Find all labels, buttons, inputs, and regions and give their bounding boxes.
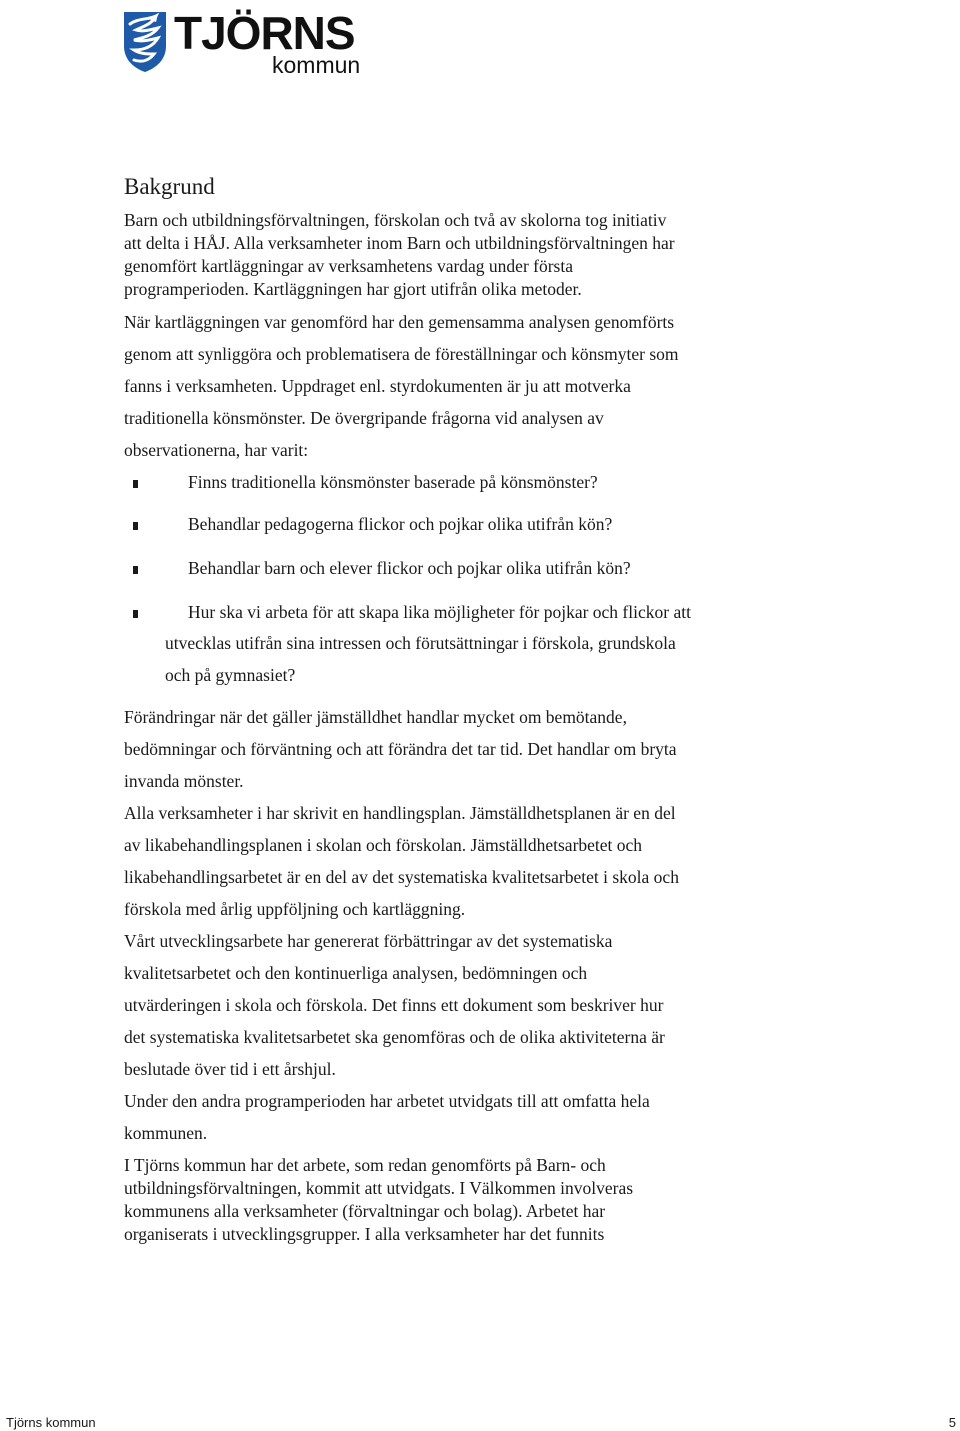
footer-org: Tjörns kommun	[6, 1415, 96, 1430]
bullet-icon	[133, 610, 138, 618]
bullet-item-continuation: utvecklas utifrån sina intressen och förutsättningar i förskola, grundskola	[165, 633, 676, 653]
paragraph-line: av likabehandlingsplanen i skolan och förskolan. Jämställdhetsarbetet och	[124, 835, 643, 855]
paragraph-line: När kartläggningen var genomförd har den gemensamma analysen genomförts	[124, 312, 675, 332]
paragraph-line: kvalitetsarbetet och den kontinuerliga analysen, bedömningen och	[124, 963, 588, 983]
paragraph-line: utbildningsförvaltningen, kommit att utvidgats. I Välkommen involveras	[124, 1178, 634, 1198]
paragraph-line: genomfört kartläggningar av verksamhetens vardag under första	[124, 256, 574, 276]
paragraph-line: kommunens alla verksamheter (förvaltningar och bolag). Arbetet har	[124, 1201, 606, 1221]
paragraph-line: likabehandlingsarbetet är en del av det systematiska kvalitetsarbetet i skola och	[124, 867, 679, 887]
paragraph-line: traditionella könsmönster. De övergripande frågorna vid analysen av	[124, 408, 604, 428]
bullet-item: Hur ska vi arbeta för att skapa lika möjligheter för pojkar och flickor att	[188, 602, 691, 622]
bullet-item: Behandlar pedagogerna flickor och pojkar olika utifrån kön?	[188, 514, 613, 534]
bullet-icon	[133, 522, 138, 530]
paragraph-line: Vårt utvecklingsarbete har genererat förbättringar av det systematiska	[124, 931, 613, 951]
paragraph-line: fanns i verksamheten. Uppdraget enl. styrdokumenten är ju att motverka	[124, 376, 631, 396]
paragraph-line: förskola med årlig uppföljning och kartläggning.	[124, 899, 466, 919]
bullet-item: Behandlar barn och elever flickor och pojkar olika utifrån kön?	[188, 558, 631, 578]
paragraph-line: att delta i HÅJ. Alla verksamheter inom Barn och utbildningsförvaltningen har	[124, 233, 675, 253]
bullet-item-continuation: och på gymnasiet?	[165, 665, 296, 685]
logo-wordmark: TJÖRNS	[174, 7, 355, 59]
page-number: 5	[948, 1415, 956, 1430]
section-heading: Bakgrund	[124, 174, 215, 199]
tjorns-kommun-logo	[122, 7, 372, 80]
paragraph-line: bedömningar och förväntning och att förändra det tar tid. Det handlar om bryta	[124, 739, 677, 759]
bullet-icon	[133, 480, 138, 488]
paragraph-line: beslutade över tid i ett årshjul.	[124, 1059, 336, 1079]
municipality-crest-icon	[122, 10, 168, 74]
paragraph-line: programperioden. Kartläggningen har gjort utifrån olika metoder.	[124, 279, 582, 299]
paragraph-line: Alla verksamheter i har skrivit en handlingsplan. Jämställdhetsplanen är en del	[124, 803, 676, 823]
paragraph-line: Förändringar när det gäller jämställdhet handlar mycket om bemötande,	[124, 707, 627, 727]
paragraph-line: kommunen.	[124, 1123, 208, 1143]
paragraph-line: utvärderingen i skola och förskola. Det finns ett dokument som beskriver hur	[124, 995, 664, 1015]
paragraph-line: observationerna, har varit:	[124, 440, 309, 460]
paragraph-line: I Tjörns kommun har det arbete, som redan genomförts på Barn- och	[124, 1155, 606, 1175]
paragraph-line: invanda mönster.	[124, 771, 244, 791]
bullet-item: Finns traditionella könsmönster baserade på könsmönster?	[188, 472, 598, 492]
paragraph-line: organiserats i utvecklingsgrupper. I alla verksamheter har det funnits	[124, 1224, 605, 1244]
paragraph-line: genom att synliggöra och problematisera de föreställningar och könsmyter som	[124, 344, 679, 364]
paragraph-line: det systematiska kvalitetsarbetet ska genomföras och de olika aktiviteterna är	[124, 1027, 665, 1047]
paragraph-line: Barn och utbildningsförvaltningen, förskolan och två av skolorna tog initiativ	[124, 210, 667, 230]
bullet-icon	[133, 566, 138, 574]
logo-subtitle: kommun	[272, 52, 361, 78]
paragraph-line: Under den andra programperioden har arbetet utvidgats till att omfatta hela	[124, 1091, 650, 1111]
